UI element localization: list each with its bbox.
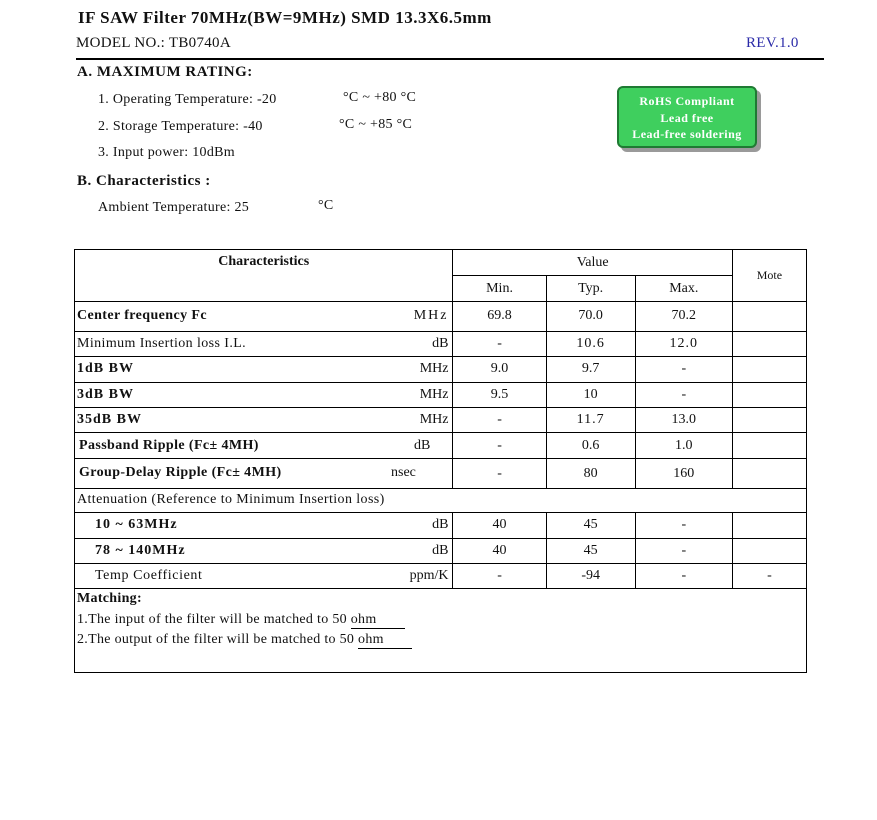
matching-line-output [77, 630, 806, 651]
rohs-line-3: Lead-free soldering [632, 127, 742, 141]
table-row [75, 433, 807, 459]
param-min: - [453, 331, 546, 356]
param-unit: ppm/K [395, 564, 453, 589]
model-number: MODEL NO.: TB0740A [76, 35, 231, 51]
param-unit: dB [395, 331, 453, 356]
matching-input-unit: ohm [351, 612, 405, 629]
param-typ: 11.7 [546, 408, 635, 433]
table-row [75, 459, 807, 488]
param-cell [75, 459, 453, 488]
param-name: Center frequency Fc [75, 302, 395, 331]
characteristics-heading: B. Characteristics : [77, 173, 211, 189]
param-name: Group-Delay Ripple (Fc± 4MH) [79, 465, 282, 481]
param-max: - [635, 382, 732, 407]
table-row [75, 564, 807, 589]
param-note [732, 459, 806, 488]
matching-section [75, 589, 807, 673]
param-typ: 45 [546, 538, 635, 563]
param-cell [75, 433, 453, 459]
matching-input-text: 1.The input of the filter will be matched to 50 [77, 611, 347, 627]
param-unit: nsec [391, 465, 416, 481]
revision-label: REV.1.0 [746, 35, 799, 51]
table-row [75, 408, 807, 433]
param-unit: MHz [395, 382, 453, 407]
input-power: 3. Input power: 10dBm [98, 145, 235, 160]
operating-temp-range: °C ~ +80 °C [343, 90, 417, 105]
param-note [732, 408, 806, 433]
characteristics-table [74, 249, 807, 673]
table-row [75, 512, 807, 538]
param-min: - [453, 408, 546, 433]
param-name: Minimum Insertion loss I.L. [75, 331, 395, 356]
table-row [75, 302, 807, 331]
storage-temp-label: 2. Storage Temperature: -40 [98, 119, 263, 134]
param-note: - [732, 564, 806, 589]
param-typ: 10.6 [546, 331, 635, 356]
param-min: 69.8 [453, 302, 546, 331]
param-max: - [635, 512, 732, 538]
param-max: - [635, 564, 732, 589]
param-note [732, 356, 806, 382]
param-note [732, 382, 806, 407]
header-min: Min. [453, 276, 546, 302]
attenuation-label: Attenuation (Reference to Minimum Insertion loss) [75, 488, 807, 512]
param-unit: dB [414, 438, 431, 454]
param-name: 10 ~ 63MHz [75, 512, 395, 538]
param-typ: 0.6 [546, 433, 635, 459]
header-note: Mote [732, 250, 806, 302]
param-max: 13.0 [635, 408, 732, 433]
header-value: Value [453, 250, 732, 276]
param-min: 40 [453, 538, 546, 563]
matching-heading: Matching: [77, 591, 142, 607]
param-typ: 9.7 [546, 356, 635, 382]
param-typ: 70.0 [546, 302, 635, 331]
param-min: - [453, 459, 546, 488]
param-typ: 45 [546, 512, 635, 538]
param-note [732, 538, 806, 563]
param-name: Passband Ripple (Fc± 4MH) [79, 438, 259, 454]
param-min: - [453, 564, 546, 589]
table-row [75, 331, 807, 356]
matching-line-input [77, 610, 806, 631]
param-max: - [635, 356, 732, 382]
table-row [75, 356, 807, 382]
max-rating-heading: A. MAXIMUM RATING: [77, 64, 253, 80]
param-note [732, 433, 806, 459]
document-title: IF SAW Filter 70MHz(BW=9MHz) SMD 13.3X6.5mm [78, 8, 492, 27]
matching-output-text: 2.The output of the filter will be matched to 50 [77, 632, 355, 648]
param-unit: dB [395, 538, 453, 563]
param-min: 9.0 [453, 356, 546, 382]
param-max: 12.0 [635, 331, 732, 356]
param-name: Temp Coefficient [75, 564, 395, 589]
ambient-temp-unit: °C [318, 198, 334, 213]
param-unit: dB [395, 512, 453, 538]
param-unit: MHz [395, 356, 453, 382]
ambient-temp-label: Ambient Temperature: 25 [98, 200, 250, 215]
param-min: - [453, 433, 546, 459]
table-row [75, 382, 807, 407]
storage-temp-range: °C ~ +85 °C [339, 117, 413, 132]
rohs-compliant-badge [617, 86, 757, 148]
param-name: 1dB BW [75, 356, 395, 382]
param-typ: 80 [546, 459, 635, 488]
param-name: 78 ~ 140MHz [75, 538, 395, 563]
param-min: 9.5 [453, 382, 546, 407]
header-characteristics: Characteristics [75, 250, 453, 302]
param-max: - [635, 538, 732, 563]
param-max: 70.2 [635, 302, 732, 331]
param-max: 160 [635, 459, 732, 488]
param-name: 35dB BW [75, 408, 395, 433]
param-unit: MHz [395, 302, 453, 331]
header-max: Max. [635, 276, 732, 302]
rohs-line-2: Lead free [660, 110, 714, 125]
operating-temp-label: 1. Operating Temperature: -20 [98, 92, 277, 107]
table-row [75, 538, 807, 563]
param-note [732, 512, 806, 538]
param-min: 40 [453, 512, 546, 538]
param-typ: -94 [546, 564, 635, 589]
header-typ: Typ. [546, 276, 635, 302]
param-unit: MHz [395, 408, 453, 433]
param-note [732, 302, 806, 331]
param-max: 1.0 [635, 433, 732, 459]
param-name: 3dB BW [75, 382, 395, 407]
param-note [732, 331, 806, 356]
matching-output-unit: ohm [358, 632, 412, 649]
header-divider [76, 58, 824, 60]
rohs-line-1: RoHS Compliant [639, 94, 735, 108]
param-typ: 10 [546, 382, 635, 407]
